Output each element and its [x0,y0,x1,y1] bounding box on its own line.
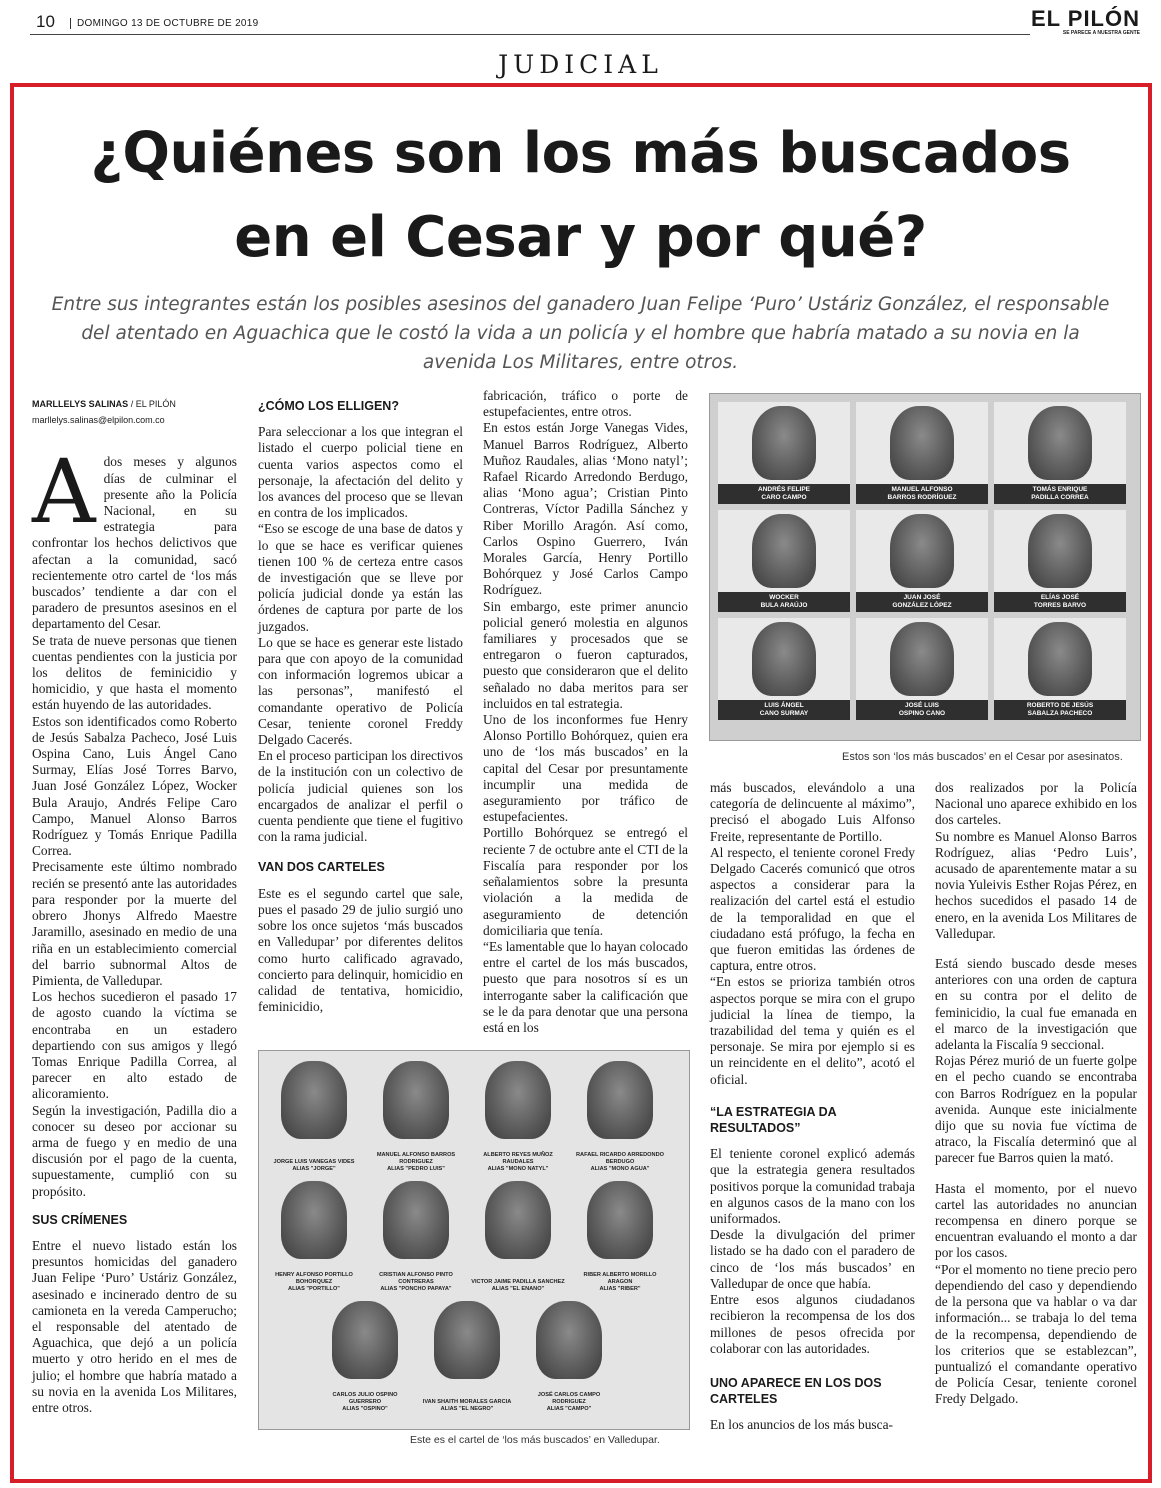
paragraph: Portillo Bohórquez se entregó el reciente 7 de octubre ante el CTI de la Fiscalía para responder por los señalamientos sobre la presunta violación a la medida de aseguramiento de detención domiciliaria que tenía. [483,825,688,938]
byline [32,396,237,412]
valledupar-photo-caption: Este es el cartel de ‘los más buscados’ en Valledupar. [410,1434,660,1446]
person-name-line-2: CARO CAMPO [761,494,807,501]
person-name-label [994,484,1126,504]
person-name-label [718,484,850,504]
person-name-line-1: ANDRÉS FELIPE [757,486,810,493]
person-name-line-1: JORGE LUIS VANEGAS VIDES [273,1159,355,1165]
person-name-line-1: VICTOR JAIME PADILLA SANCHEZ [471,1279,565,1285]
section-title: JUDICIAL [498,50,663,79]
person-name-label [994,592,1126,612]
paragraph: Entre el nuevo listado están los presuntos homicidas del ganadero Juan Felipe ‘Puro’ Ustáriz González, asesinado e incinerado dentro de su camioneta en la vereda Camperucho; el responsable del atentado de Aguachica, que dejó a un policía muerto y otro herido en el mes de julio; el hombre que habría matado a su novia en la avenida Los Militares, entre otros. [32,1237,237,1415]
person-name-line-1: WOCKER [769,594,799,601]
wanted-person-card [471,1059,565,1173]
person-name-line-1: CRISTIAN ALFONSO PINTO CONTRERAS [379,1272,453,1285]
column-5 [935,780,1137,1408]
mugshot [485,1061,551,1139]
mugshot [332,1301,398,1379]
paragraph: Rojas Pérez murió de un fuerte golpe en el pecho cuando se encontraba con Barros Rodríguez en la popular avenida. Aunque este inicialmente dijo que su novia fue víctima de atraco, la Fiscalía determinó que al parecer fue Barros quien la mató. [935,1053,1137,1166]
column-2 [258,388,463,1015]
wanted-person-card [573,1059,667,1173]
headline-line-2: en el Cesar y por qué? [234,205,927,270]
subheading: UNO APARECE EN LOS DOS CARTELES [710,1375,882,1407]
mugshot [434,1301,500,1379]
article-deck: Entre sus integrantes están los posibles asesinos del ganadero Juan Felipe ‘Puro’ Ustáriz González, el responsable del atentado en Aguachica que le costó la vida a un policía y el hombre que habría matado a su novia en la avenida Los Militares, entre otros. [51,294,1110,373]
person-name-line-1: ALBERTO REYES MUÑOZ RAUDALES [483,1152,553,1165]
wanted-person-card [994,618,1126,720]
person-name-line-1: ELÍAS JOSÉ [1040,594,1080,601]
person-name-label [471,1279,565,1293]
paragraph: Lo que se hace es generar este listado para que con apoyo de la comunidad con información logremos ubicar a las personas”, manifestó el comandante operativo de Policía Cesar, teniente coronel Freddy Delgado Cacerés. [258,634,463,748]
paragraph: Su nombre es Manuel Alonso Barros Rodríguez, alias ‘Pedro Luis’, acusado de aparentemente matar a su novia Yuleivis Esther Rojas Pérez, en hechos sucedidos el pasado 14 de enero, en la avenida Los Militares de Valledupar. [935,828,1137,941]
person-name-line-2: BARROS RODRÍGUEZ [887,494,957,501]
mugshot [281,1061,347,1139]
headline-line-1: ¿Quiénes son los más buscados [90,121,1071,186]
cesar-wanted-poster [709,393,1141,741]
person-name-line-1: LUIS ÁNGEL [764,702,804,709]
person-name-line-2: GONZÁLEZ LÓPEZ [892,602,952,609]
person-name-line-1: RIBER ALBERTO MORILLO ARAGON [583,1272,657,1285]
person-name-line-1: JUAN JOSÉ [903,594,941,601]
wanted-person-card [718,402,850,504]
person-name-line-1: HENRY ALFONSO PORTILLO BOHORQUEZ [275,1272,353,1285]
person-alias: ALIAS "PEDRO LUIS" [387,1166,445,1172]
wanted-person-card [856,402,988,504]
person-name-line-1: JOSÉ CARLOS CAMPO RODRIGUEZ [537,1392,601,1405]
cesar-poster-grid [718,402,1132,732]
valledupar-wanted-poster [258,1050,690,1430]
wanted-person-card [573,1179,667,1293]
person-name-line-1: IVAN SHAITH MORALES GARCIA [422,1399,512,1405]
brand-name: EL PILÓN [1030,6,1140,31]
person-name-line-2: CANO SURMAY [759,710,809,717]
paragraph: Para seleccionar a los que integran el listado el cuerpo policial tiene en cuenta varios aspectos como el personaje, la afectación del delito y los avances del proceso que se llevan en contra de los implicados. [258,424,463,521]
header-rule [30,34,1030,35]
person-name-label [420,1399,514,1413]
person-alias: ALIAS "OSPINO" [342,1406,388,1412]
page-header [30,8,1140,34]
mugshot [536,1301,602,1379]
wanted-person-card [994,402,1126,504]
mugshot [281,1181,347,1259]
person-name-line-2: SABALZA PACHECO [1027,710,1093,717]
mugshot [1028,514,1092,588]
mugshot [485,1181,551,1259]
person-name-line-2: PADILLA CORREA [1031,494,1089,501]
person-name-label [573,1152,667,1173]
person-alias: ALIAS "CAMPO" [546,1406,592,1412]
mugshot [1028,406,1092,480]
wanted-person-card [522,1299,616,1413]
paragraph: Hasta el momento, por el nuevo cartel las autoridades no anuncian recompensa en dinero porque se encuentran evaluando el monto a dar por los casos. [935,1180,1137,1261]
paragraph: Sin embargo, este primer anuncio policial generó molestia en algunos familiares y procesados que se entregaron o fueron capturados, puesto que consideraron que el delito señalado no daba meritos para ser incluidos en tal estrategia. [483,598,688,711]
mugshot [383,1061,449,1139]
person-name-line-1: TOMÁS ENRIQUE [1032,486,1088,493]
person-name-label [994,700,1126,720]
wanted-person-card [267,1059,361,1173]
headline [0,112,1161,280]
person-alias: ALIAS "EL ENANO" [491,1286,545,1292]
column-4 [710,780,915,1434]
subheading: VAN DOS CARTELES [258,860,385,875]
person-name-line-1: JOSÉ LUIS [905,702,939,709]
subheading: “LA ESTRATEGIA DA RESULTADOS” [710,1104,837,1136]
paragraph: Uno de los inconformes fue Henry Alonso Portillo Bohórquez, quien era uno de ‘los más buscados’ en la capital del Cesar por presuntamente incumplir una medida de aseguramiento por tráfico de estupefacientes. [483,712,688,825]
paragraph: “Por el momento no tiene precio pero dependiendo del caso y dependiendo de la persona que va hablar o va dar información... se trabaja lo del tema de la recompensa, dependiendo de los criterios que se establezcan”, puntualizó el comandante operativo de Policía Cesar, teniente coronel Fredy Delgado. [935,1261,1137,1407]
paragraph: dos realizados por la Policía Nacional uno aparece exhibido en los dos carteles. [935,780,1137,828]
wanted-person-card [856,618,988,720]
wanted-person-card [318,1299,412,1413]
masthead-logo [1031,8,1140,36]
person-alias: ALIAS "PONCHO PAPAYA" [380,1286,452,1292]
issue-date: DOMINGO 13 DE OCTUBRE DE 2019 [70,18,259,29]
column-1 [32,396,237,1416]
paragraph: “En estos se prioriza también otros aspectos porque se mira con el grupo judicial la línea de tiempo, la trazabilidad del tema y quién es el personaje. Se mira por ejemplo si es un reincidente en el delito”, acotó el oficial. [710,974,915,1087]
person-name-line-1: ROBERTO DE JESÚS [1026,702,1094,709]
wanted-person-card [994,510,1126,612]
paragraph: Precisamente este último nombrado recién se presentó ante las autoridades para responder por la muerte del obrero Jhonys Alfredo Maestre Jaramillo, asesinado en medio de una riña en un establecimiento comercial del barrio subnormal Altos de Pimienta, de Valledupar. [32,859,237,988]
person-name-label [318,1392,412,1413]
author-name: MARLLELYS SALINAS [32,399,129,409]
paragraph: En estos están Jorge Vanegas Vides, Manuel Barros Rodríguez, Alberto Muñoz Raudales, alias ‘Mono natyl’; Rafael Ricardo Arredondo Berdugo, alias ‘Mono agua’; Cristian Pinto Contreras, Víctor Padilla Sánchez y Riber Morillo Aragón. Así como, Carlos Ospino Guerrero, Iván Morales García, Henry Portillo Bohórquez y José Carlos Campo Rodríguez. [483,420,688,598]
paragraph: Se trata de nueve personas que tienen cuentas pendientes con la justicia por los delitos de feminicidio y homicidio, y que hasta el momento están huyendo de las autoridades. [32,632,237,713]
person-name-line-1: MANUEL ALFONSO [891,486,953,493]
mugshot [890,406,954,480]
paragraph: En los anuncios de los más busca- [710,1417,893,1433]
person-alias: ALIAS "EL NEGRO" [440,1406,494,1412]
paragraph: Está siendo buscado desde meses anteriores con una orden de captura en su contra por el delito de feminicidio, la cual fue emanada en el marco de la investigación que adelanta la Fiscalía 9 seccional. [935,956,1137,1053]
person-name-line-1: RAFAEL RICARDO ARREDONDO BERDUGO [576,1152,664,1165]
person-name-label [267,1272,361,1293]
valledupar-poster-grid [267,1059,681,1421]
subheading: ¿CÓMO LOS ELLIGEN? [258,399,399,413]
paragraph: En el proceso participan los directivos de la institución con un colectivo de policía judicial quienes son los encargados de analizar el perfil o cuenta pendiente que tiene el fugitivo con la rama judicial. [258,748,463,845]
subheading: SUS CRÍMENES [32,1212,128,1227]
mugshot [890,514,954,588]
person-name-line-2: TORRES BARVO [1033,602,1087,609]
mugshot [752,622,816,696]
paragraph: fabricación, tráfico o porte de estupefacientes, entre otros. [483,388,688,420]
column-3 [483,388,688,1036]
paragraph: “Es lamentable que lo hayan colocado entre el cartel de los más buscados, puesto que para nosotros sí es un interrogante saber la calificación que se le da para denotar que una persona está en los [483,938,688,1035]
wanted-person-card [267,1179,361,1293]
mugshot [752,514,816,588]
person-name-label [267,1159,361,1173]
drop-cap: A [32,440,96,544]
person-name-label [718,700,850,720]
wanted-person-card [718,510,850,612]
wanted-person-card [369,1059,463,1173]
person-name-label [471,1152,565,1173]
cesar-photo-caption: Estos son ‘los más buscados’ en el Cesar por asesinatos. [842,751,1123,763]
person-name-label [718,592,850,612]
wanted-person-card [718,618,850,720]
page-number: 10 [36,12,55,31]
mugshot [890,622,954,696]
paragraph: “Eso se escoge de una base de datos y lo que se hace es verificar quienes tienen 100 % de certeza entre casos de investigación que se lleve por policía judicial donde ya están las órdenes de captura por parte de los juzgados. [258,521,463,634]
wanted-person-card [369,1179,463,1293]
author-outlet: / EL PILÓN [128,399,176,409]
person-name-label [369,1152,463,1173]
paragraph: Estos son identificados como Roberto de Jesús Sabalza Pacheco, José Luis Ospina Cano, Luis Ángel Cano Surmay, Elías José Torres Barvo, Juan José González López, Wocker Bula Araujo, Andrés Felipe Caro Campo, Manuel Alonso Barros Rodríguez y Tomás Enrique Padilla Correa. [32,713,237,859]
person-name-line-2: BULA ARAÚJO [760,602,808,609]
person-name-label [856,700,988,720]
person-alias: ALIAS "PORTILLO" [288,1286,340,1292]
paragraph: El teniente coronel explicó además que la estrategia genera resultados positivos porque la comunidad trabaja en algunos casos de la mano con los uniformados. [710,1146,915,1227]
wanted-person-card [420,1299,514,1413]
person-name-label [856,484,988,504]
paragraph: Al respecto, el teniente coronel Fredy Delgado Cacerés comunicó que otros aspectos a considerar para la realización del cartel está el estudio de la temporalidad en que el ciudadano está prófugo, la fecha en que fueron emitidas las órdenes de captura, entre otros. [710,844,915,974]
person-alias: ALIAS "MONO AGUA" [590,1166,650,1172]
author-email[interactable]: marllelys.salinas@elpilon.com.co [32,415,165,426]
mugshot [383,1181,449,1259]
paragraph: más buscados, elevándolo a una categoría de delincuente al máximo”, precisó el abogado Luis Alfonso Freite, representante de Portillo. [710,780,915,844]
person-alias: ALIAS "JORGE" [292,1166,336,1172]
person-alias: ALIAS "MONO NATYL" [487,1166,549,1172]
mugshot [752,406,816,480]
person-name-label [573,1272,667,1293]
person-name-label [369,1272,463,1293]
person-name-label [522,1392,616,1413]
paragraph: Según la investigación, Padilla dio a conocer su deseo por accionar su arma de fuego y en medio de una discusión por el pago de la cuenta, supuestamente, cumplió con su propósito. [32,1102,237,1199]
brand-tagline: SE PARECE A NUESTRA GENTE [1062,30,1140,36]
paragraph: Los hechos sucedieron el pasado 17 de agosto cuando la víctima se encontraba en un estadero departiendo con sus amigos y llegó Tomas Enrique Padilla Correa, al parecer en alto estado de alicoramiento. [32,989,237,1102]
wanted-person-card [856,510,988,612]
paragraph: Desde la divulgación del primer listado se ha dado con el paradero de cinco de ‘los más buscados’ en Valledupar de once que había. [710,1227,915,1291]
person-name-line-2: OSPINO CANO [898,710,946,717]
person-alias: ALIAS "RIBER" [599,1286,641,1292]
paragraph: Entre esos algunos ciudadanos recibieron la recompensa de los dos millones de pesos ofrecida por colaborar con las autoridades. [710,1292,915,1356]
wanted-person-card [471,1179,565,1293]
mugshot [587,1061,653,1139]
paragraph: Este es el segundo cartel que sale, pues el pasado 29 de julio surgió uno sobre los once sujetos ‘más buscados en Valledupar’ por diferentes delitos como hurto calificado agravado, concierto para delinquir, homicidio en calidad de tentativa, homicidio, feminicidio, [258,885,463,1015]
person-name-line-1: MANUEL ALFONSO BARROS RODRIGUEZ [376,1152,456,1165]
mugshot [587,1181,653,1259]
mugshot [1028,622,1092,696]
paragraph: dos meses y algunos días de culminar el presente año la Policía Nacional, en su estrategia para confrontar los hechos delictivos que afectan a la comunidad, sacó recientemente otro cartel de ‘los más buscados’ tendiente a dar con el paradero de presuntos asesinos en el departamento del Cesar. [32,454,237,632]
person-name-label [856,592,988,612]
person-name-line-1: CARLOS JULIO OSPINO GUERRERO [332,1392,398,1405]
